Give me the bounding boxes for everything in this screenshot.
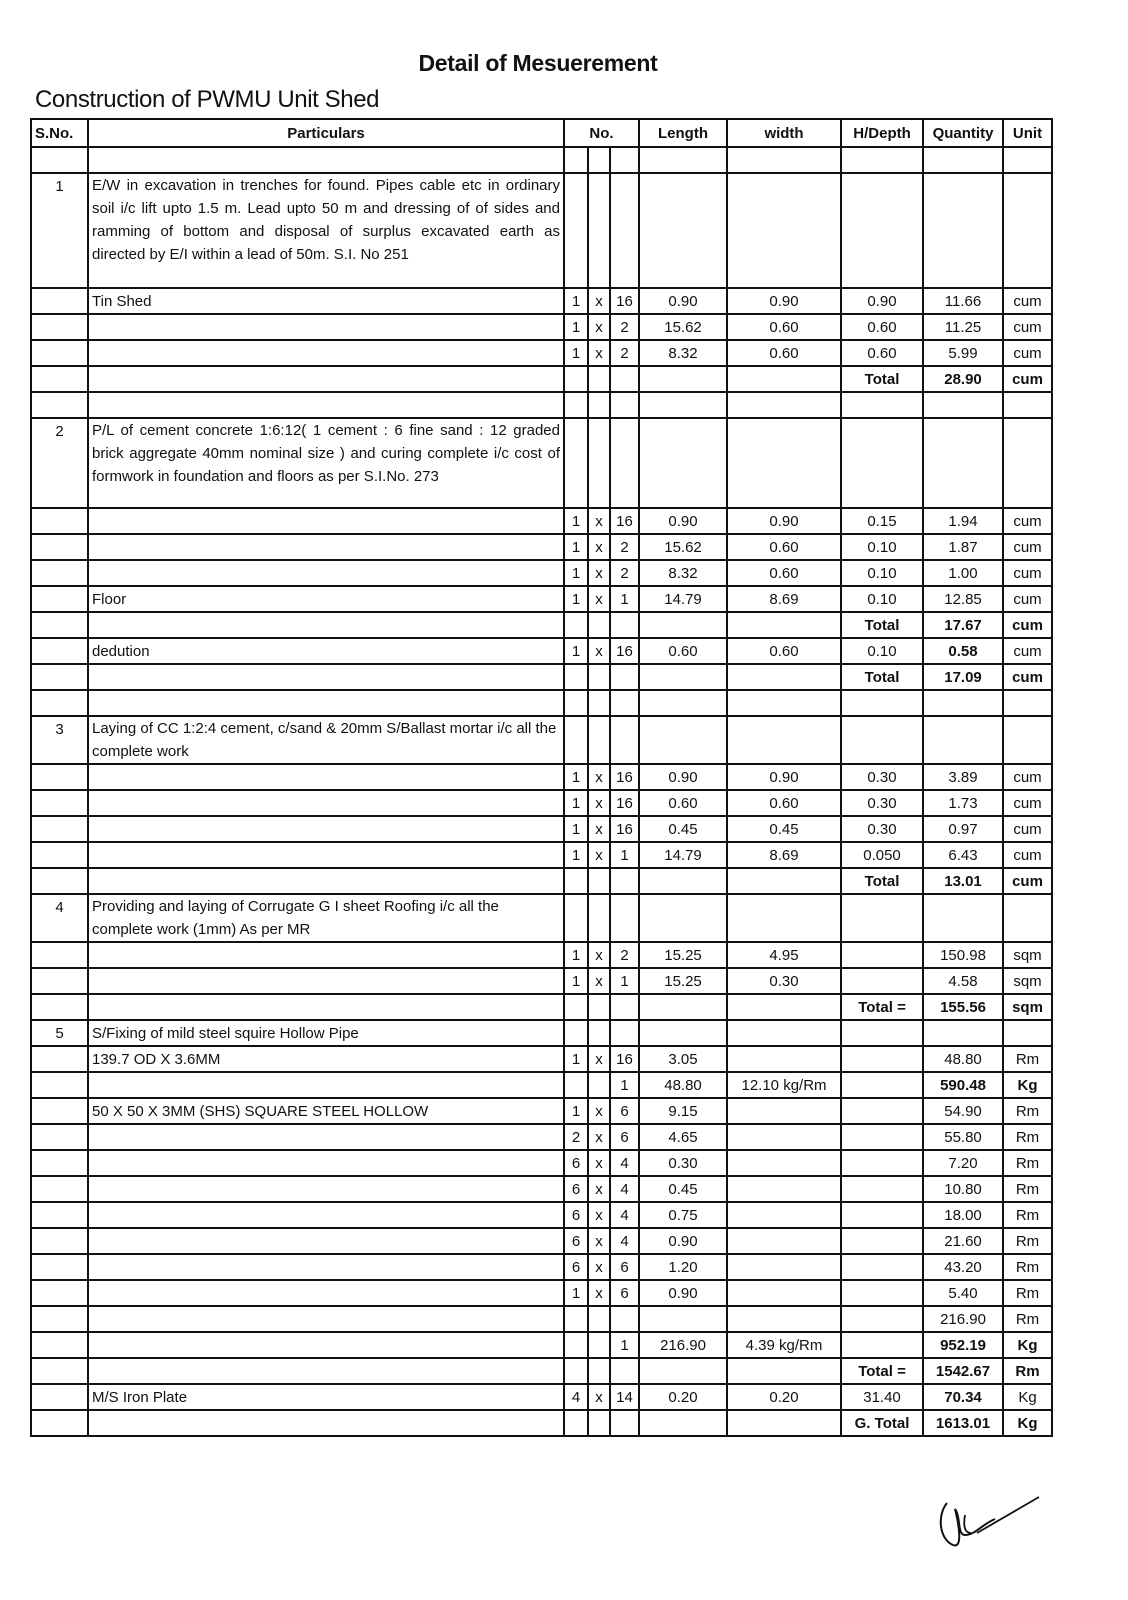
subtotal-unit: Rm (1003, 1306, 1052, 1332)
length-value: 0.75 (639, 1202, 727, 1228)
total-unit: sqm (1003, 994, 1052, 1020)
quantity-value: 6.43 (923, 842, 1003, 868)
unit-value: cum (1003, 560, 1052, 586)
count-a: 1 (564, 1098, 588, 1124)
header-quantity: Quantity (923, 119, 1003, 147)
count-b: 16 (610, 508, 639, 534)
item-2-description-row (31, 418, 1052, 508)
depth-value (841, 968, 923, 994)
table-row (31, 1150, 1052, 1176)
quantity-value: 5.40 (923, 1280, 1003, 1306)
times-sign: x (588, 1124, 610, 1150)
count-b: 2 (610, 340, 639, 366)
quantity-value: 0.97 (923, 816, 1003, 842)
quantity-value: 1.94 (923, 508, 1003, 534)
times-sign: x (588, 508, 610, 534)
times-sign: x (588, 790, 610, 816)
length-value: 14.79 (639, 586, 727, 612)
grand-total-row (31, 1410, 1052, 1436)
unit-value: cum (1003, 842, 1052, 868)
item-4-description-row (31, 894, 1052, 942)
count-a: 2 (564, 1124, 588, 1150)
length-value: 0.60 (639, 790, 727, 816)
times-sign: x (588, 1254, 610, 1280)
total-unit: cum (1003, 664, 1052, 690)
quantity-value: 150.98 (923, 942, 1003, 968)
times-sign: x (588, 1176, 610, 1202)
total-quantity: 28.90 (923, 366, 1003, 392)
times-sign: x (588, 942, 610, 968)
unit-value: Rm (1003, 1280, 1052, 1306)
count-b: 4 (610, 1228, 639, 1254)
item-sno: 4 (31, 894, 88, 942)
quantity-value: 11.66 (923, 288, 1003, 314)
depth-value (841, 942, 923, 968)
quantity-value: 1.87 (923, 534, 1003, 560)
width-value: 0.60 (727, 340, 841, 366)
total-quantity: 13.01 (923, 868, 1003, 894)
count-a: 1 (564, 638, 588, 664)
length-value: 14.79 (639, 842, 727, 868)
depth-value: 0.30 (841, 790, 923, 816)
width-value: 0.45 (727, 816, 841, 842)
times-sign: x (588, 314, 610, 340)
count-b: 1 (610, 1072, 639, 1098)
row-label: Tin Shed (88, 288, 564, 314)
item-1-description-row (31, 173, 1052, 288)
depth-value: 0.050 (841, 842, 923, 868)
depth-value: 0.60 (841, 314, 923, 340)
length-value: 48.80 (639, 1072, 727, 1098)
count-b: 1 (610, 1332, 639, 1358)
count-b: 2 (610, 560, 639, 586)
table-row (31, 790, 1052, 816)
times-sign: x (588, 968, 610, 994)
width-value: 0.60 (727, 534, 841, 560)
unit-weight-value: 12.10 kg/Rm (727, 1072, 841, 1098)
count-a: 1 (564, 340, 588, 366)
count-a: 6 (564, 1254, 588, 1280)
length-value: 0.90 (639, 1228, 727, 1254)
quantity-value: 1.73 (923, 790, 1003, 816)
count-b: 14 (610, 1384, 639, 1410)
length-value: 15.62 (639, 534, 727, 560)
total-row (31, 612, 1052, 638)
total-row (31, 664, 1052, 690)
count-a: 1 (564, 764, 588, 790)
depth-value: 0.10 (841, 638, 923, 664)
times-sign: x (588, 1202, 610, 1228)
length-value: 1.20 (639, 1254, 727, 1280)
table-row (31, 1124, 1052, 1150)
total-row (31, 366, 1052, 392)
item-3-description-row (31, 716, 1052, 764)
table-row (31, 1046, 1052, 1072)
count-a: 1 (564, 816, 588, 842)
table-row (31, 288, 1052, 314)
unit-value: Kg (1003, 1072, 1052, 1098)
total-label: Total = (841, 994, 923, 1020)
width-value: 0.90 (727, 764, 841, 790)
total-unit: Rm (1003, 1358, 1052, 1384)
unit-value: cum (1003, 790, 1052, 816)
depth-value: 0.90 (841, 288, 923, 314)
total-label: Total (841, 366, 923, 392)
count-a: 4 (564, 1384, 588, 1410)
header-unit: Unit (1003, 119, 1052, 147)
table-row (31, 560, 1052, 586)
width-value: 0.60 (727, 638, 841, 664)
blank-row (31, 147, 1052, 173)
unit-value: cum (1003, 314, 1052, 340)
quantity-value: 1.00 (923, 560, 1003, 586)
total-label: Total (841, 612, 923, 638)
blank-row (31, 392, 1052, 418)
count-a: 1 (564, 560, 588, 586)
unit-weight-value: 4.39 kg/Rm (727, 1332, 841, 1358)
subtotal-row (31, 1306, 1052, 1332)
item-5-description-row (31, 1020, 1052, 1046)
width-value: 8.69 (727, 586, 841, 612)
unit-value: Kg (1003, 1384, 1052, 1410)
table-row (31, 1176, 1052, 1202)
length-value: 216.90 (639, 1332, 727, 1358)
unit-value: cum (1003, 340, 1052, 366)
times-sign: x (588, 586, 610, 612)
quantity-value: 55.80 (923, 1124, 1003, 1150)
depth-value: 0.60 (841, 340, 923, 366)
quantity-value: 952.19 (923, 1332, 1003, 1358)
unit-value: cum (1003, 816, 1052, 842)
times-sign: x (588, 638, 610, 664)
unit-value: sqm (1003, 968, 1052, 994)
count-a: 1 (564, 968, 588, 994)
weight-row (31, 1332, 1052, 1358)
count-b: 6 (610, 1098, 639, 1124)
measurement-table (30, 118, 1053, 1437)
subtotal-quantity: 216.90 (923, 1306, 1003, 1332)
quantity-value: 43.20 (923, 1254, 1003, 1280)
count-b: 6 (610, 1254, 639, 1280)
times-sign: x (588, 842, 610, 868)
length-value: 0.90 (639, 1280, 727, 1306)
quantity-value: 5.99 (923, 340, 1003, 366)
quantity-value: 3.89 (923, 764, 1003, 790)
grand-total-quantity: 1613.01 (923, 1410, 1003, 1436)
grand-total-label: G. Total (841, 1410, 923, 1436)
count-a: 1 (564, 1280, 588, 1306)
length-value: 3.05 (639, 1046, 727, 1072)
document-title: Detail of Mesuerement (418, 50, 658, 76)
count-a: 1 (564, 586, 588, 612)
table-row (31, 968, 1052, 994)
unit-value: Rm (1003, 1150, 1052, 1176)
quantity-value: 11.25 (923, 314, 1003, 340)
table-row (31, 1202, 1052, 1228)
row-label: Floor (88, 586, 564, 612)
width-value: 8.69 (727, 842, 841, 868)
times-sign: x (588, 1150, 610, 1176)
unit-value: cum (1003, 586, 1052, 612)
length-value: 0.30 (639, 1150, 727, 1176)
length-value: 15.62 (639, 314, 727, 340)
unit-value: Rm (1003, 1098, 1052, 1124)
count-b: 1 (610, 968, 639, 994)
header-particulars: Particulars (88, 119, 564, 147)
total-label: Total = (841, 1358, 923, 1384)
blank-row (31, 690, 1052, 716)
times-sign: x (588, 1384, 610, 1410)
unit-value: sqm (1003, 942, 1052, 968)
count-b: 16 (610, 816, 639, 842)
deduction-row (31, 638, 1052, 664)
width-value: 4.95 (727, 942, 841, 968)
total-quantity: 17.67 (923, 612, 1003, 638)
count-b: 6 (610, 1124, 639, 1150)
count-b: 1 (610, 586, 639, 612)
length-value: 0.45 (639, 1176, 727, 1202)
length-value: 0.90 (639, 288, 727, 314)
count-a: 1 (564, 1046, 588, 1072)
unit-value: cum (1003, 288, 1052, 314)
header-no: No. (564, 119, 639, 147)
item-sno: 3 (31, 716, 88, 764)
length-value: 0.90 (639, 508, 727, 534)
header-row (31, 119, 1052, 147)
table-row (31, 1098, 1052, 1124)
unit-value: Rm (1003, 1228, 1052, 1254)
times-sign: x (588, 288, 610, 314)
count-a: 1 (564, 942, 588, 968)
row-label: 50 X 50 X 3MM (SHS) SQUARE STEEL HOLLOW (88, 1098, 564, 1124)
unit-value: Rm (1003, 1176, 1052, 1202)
row-label: dedution (88, 638, 564, 664)
count-a: 6 (564, 1150, 588, 1176)
quantity-value: 48.80 (923, 1046, 1003, 1072)
count-a: 1 (564, 790, 588, 816)
depth-value: 0.10 (841, 560, 923, 586)
unit-value: cum (1003, 764, 1052, 790)
count-b: 2 (610, 314, 639, 340)
total-row (31, 1358, 1052, 1384)
table-row (31, 1228, 1052, 1254)
length-value: 0.90 (639, 764, 727, 790)
count-a: 1 (564, 842, 588, 868)
times-sign: x (588, 1098, 610, 1124)
table-row (31, 534, 1052, 560)
unit-value: Rm (1003, 1254, 1052, 1280)
count-a: 1 (564, 314, 588, 340)
quantity-value: 10.80 (923, 1176, 1003, 1202)
item-description: E/W in excavation in trenches for found. Pipes cable etc in ordinary soil i/c lift upto 1.5 m. Lead upto 50 m and dressing of of sides and ramming of bottom and disposal of surplus excavated earth as directed by E/I within a lead of 50m. S.I. No 251 (88, 173, 564, 288)
header-sno: S.No. (31, 119, 88, 147)
item-sno: 1 (31, 173, 88, 288)
count-a: 6 (564, 1202, 588, 1228)
times-sign: x (588, 1280, 610, 1306)
total-quantity: 1542.67 (923, 1358, 1003, 1384)
total-quantity: 155.56 (923, 994, 1003, 1020)
table-row (31, 1384, 1052, 1410)
width-value: 0.20 (727, 1384, 841, 1410)
count-a: 6 (564, 1176, 588, 1202)
count-a: 1 (564, 288, 588, 314)
table-row (31, 764, 1052, 790)
depth-value: 0.10 (841, 586, 923, 612)
table-row (31, 842, 1052, 868)
times-sign: x (588, 340, 610, 366)
times-sign: x (588, 1228, 610, 1254)
table-row (31, 942, 1052, 968)
header-length: Length (639, 119, 727, 147)
times-sign: x (588, 534, 610, 560)
total-row (31, 868, 1052, 894)
unit-value: Kg (1003, 1332, 1052, 1358)
depth-value: 0.15 (841, 508, 923, 534)
count-b: 1 (610, 842, 639, 868)
count-b: 4 (610, 1176, 639, 1202)
table-row (31, 1254, 1052, 1280)
length-value: 4.65 (639, 1124, 727, 1150)
quantity-value: 4.58 (923, 968, 1003, 994)
item-description: S/Fixing of mild steel squire Hollow Pipe (88, 1020, 564, 1046)
unit-value: cum (1003, 638, 1052, 664)
total-quantity: 17.09 (923, 664, 1003, 690)
item-description: Laying of CC 1:2:4 cement, c/sand & 20mm S/Ballast mortar i/c all the complete work (88, 716, 564, 764)
item-sno: 5 (31, 1020, 88, 1046)
unit-value: cum (1003, 508, 1052, 534)
depth-value: 0.30 (841, 816, 923, 842)
width-value: 0.60 (727, 314, 841, 340)
count-b: 2 (610, 534, 639, 560)
quantity-value: 21.60 (923, 1228, 1003, 1254)
total-label: Total (841, 664, 923, 690)
quantity-value: 18.00 (923, 1202, 1003, 1228)
quantity-value: 70.34 (923, 1384, 1003, 1410)
count-b: 16 (610, 638, 639, 664)
length-value: 8.32 (639, 560, 727, 586)
count-b: 16 (610, 1046, 639, 1072)
length-value: 0.60 (639, 638, 727, 664)
item-sno: 2 (31, 418, 88, 508)
header-depth: H/Depth (841, 119, 923, 147)
item-description: P/L of cement concrete 1:6:12( 1 cement : 6 fine sand : 12 graded brick aggregate 40mm nominal size ) and curing complete i/c cost of formwork in foundation and floors as per S.I.No. 273 (88, 418, 564, 508)
count-b: 6 (610, 1280, 639, 1306)
unit-value: cum (1003, 534, 1052, 560)
quantity-value: 12.85 (923, 586, 1003, 612)
depth-value: 0.10 (841, 534, 923, 560)
depth-value: 31.40 (841, 1384, 923, 1410)
table-row (31, 586, 1052, 612)
total-unit: cum (1003, 366, 1052, 392)
count-a: 1 (564, 508, 588, 534)
unit-value: Rm (1003, 1046, 1052, 1072)
count-b: 16 (610, 764, 639, 790)
table-row (31, 816, 1052, 842)
count-b: 4 (610, 1150, 639, 1176)
row-label: 139.7 OD X 3.6MM (88, 1046, 564, 1072)
weight-row (31, 1072, 1052, 1098)
table-row (31, 314, 1052, 340)
length-value: 9.15 (639, 1098, 727, 1124)
unit-value: Rm (1003, 1202, 1052, 1228)
count-b: 16 (610, 790, 639, 816)
count-a: 1 (564, 534, 588, 560)
count-b: 4 (610, 1202, 639, 1228)
total-label: Total (841, 868, 923, 894)
table-row (31, 1280, 1052, 1306)
times-sign: x (588, 764, 610, 790)
width-value: 0.60 (727, 790, 841, 816)
grand-total-unit: Kg (1003, 1410, 1052, 1436)
table-row (31, 340, 1052, 366)
length-value: 0.45 (639, 816, 727, 842)
count-b: 16 (610, 288, 639, 314)
count-b: 2 (610, 942, 639, 968)
header-width: width (727, 119, 841, 147)
depth-value: 0.30 (841, 764, 923, 790)
unit-value: Rm (1003, 1124, 1052, 1150)
width-value: 0.60 (727, 560, 841, 586)
total-unit: cum (1003, 612, 1052, 638)
quantity-value: 0.58 (923, 638, 1003, 664)
signature-icon (935, 1495, 1045, 1555)
width-value: 0.90 (727, 288, 841, 314)
total-unit: cum (1003, 868, 1052, 894)
length-value: 8.32 (639, 340, 727, 366)
quantity-value: 7.20 (923, 1150, 1003, 1176)
width-value: 0.90 (727, 508, 841, 534)
length-value: 0.20 (639, 1384, 727, 1410)
count-a: 6 (564, 1228, 588, 1254)
row-label: M/S Iron Plate (88, 1384, 564, 1410)
width-value: 0.30 (727, 968, 841, 994)
table-row (31, 508, 1052, 534)
times-sign: x (588, 1046, 610, 1072)
total-row (31, 994, 1052, 1020)
times-sign: x (588, 560, 610, 586)
item-description: Providing and laying of Corrugate G I sheet Roofing i/c all the complete work (1mm) As per MR (88, 894, 564, 942)
document-subtitle: Construction of PWMU Unit Shed (35, 86, 380, 113)
times-sign: x (588, 816, 610, 842)
quantity-value: 54.90 (923, 1098, 1003, 1124)
quantity-value: 590.48 (923, 1072, 1003, 1098)
length-value: 15.25 (639, 968, 727, 994)
length-value: 15.25 (639, 942, 727, 968)
